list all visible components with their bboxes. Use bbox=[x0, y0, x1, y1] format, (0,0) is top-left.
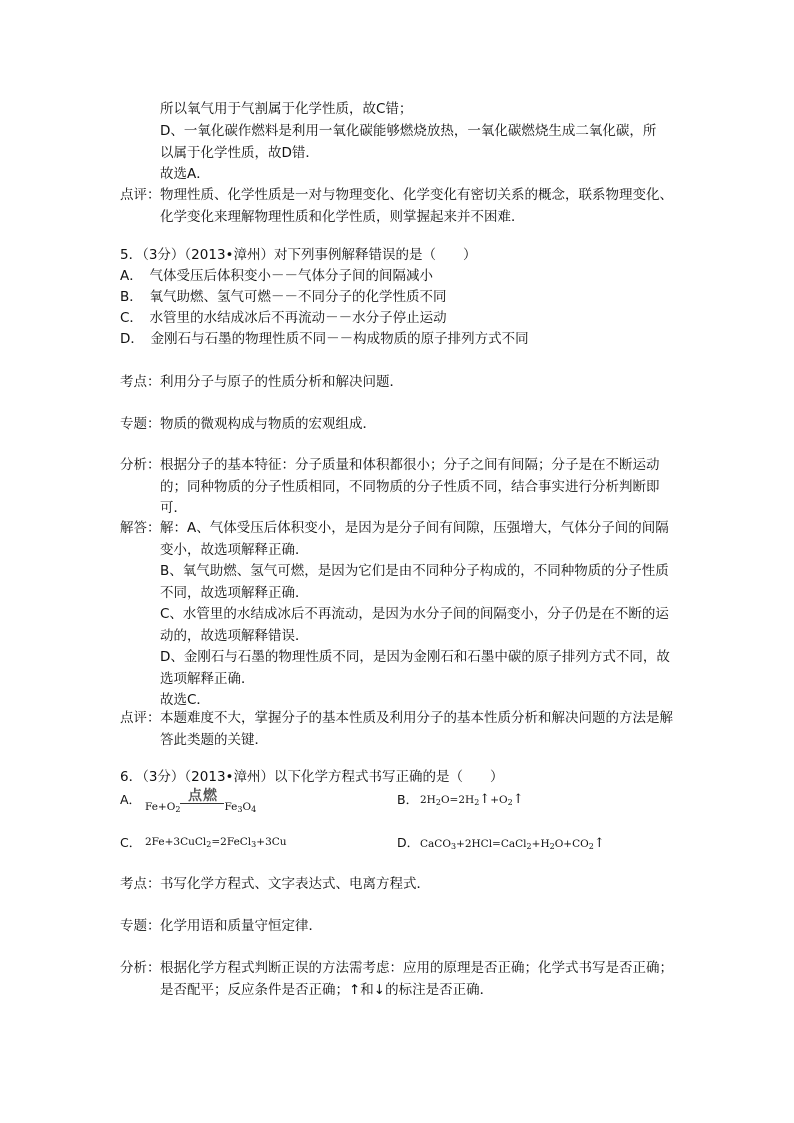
jieda-a: 解：A、气体受压后体积变小，是因为是分子间有间隙，压强增大，气体分子间的间隔变小，故选项解释正确． bbox=[160, 520, 669, 558]
option-d: D． 金刚石与石墨的物理性质不同－－构成物质的原子排列方式不同 bbox=[120, 331, 529, 347]
comment-block bbox=[120, 185, 680, 228]
comment-text: 物理性质、化学性质是一对与物理变化、化学变化有密切关系的概念，联系物理变化、化学变化来理解物理性质和化学性质，则掌握起来并不困难． bbox=[160, 187, 673, 225]
equation-b: $2H_2O=2H_2↑+O_2↑$ bbox=[420, 792, 524, 807]
equation-d: $CaCO_3+2HCl=CaCl_2+H_2O+CO_2↑$ bbox=[420, 836, 605, 851]
option-a: A． 气体受压后体积变小－－气体分子间的间隔减小 bbox=[120, 268, 433, 284]
equation-c: 2Fe+3CuCl$_2$=2FeCl$_3$+3Cu bbox=[145, 836, 287, 849]
text-line: 所以氧气用于气割属于化学性质，故C错； bbox=[160, 101, 413, 117]
kaodian-tag: 考点： bbox=[120, 374, 161, 390]
jieda-tag: 解答： bbox=[120, 520, 161, 536]
dianping-block bbox=[120, 708, 680, 751]
text-line: D、一氧化碳作燃料是利用一氧化碳能够燃烧放热，一氧化碳燃烧生成二氧化碳，所 bbox=[160, 123, 657, 139]
kaodian-tag: 考点： bbox=[120, 876, 161, 892]
jieda-block bbox=[120, 518, 680, 712]
fenxi-block bbox=[120, 958, 680, 1001]
question-stem: 6．（3分）（2013•漳州）以下化学方程式书写正确的是（ ） bbox=[120, 769, 504, 785]
option-c: C． 水管里的水结成冰后不再流动－－水分子停止运动 bbox=[120, 310, 447, 326]
zhuanti-text: 物质的微观构成与物质的宏观组成． bbox=[160, 416, 376, 432]
fenxi-tag: 分析： bbox=[120, 457, 161, 473]
option-b: B． 氧气助燃、氢气可燃－－不同分子的化学性质不同 bbox=[120, 289, 447, 305]
fenxi-tag: 分析： bbox=[120, 960, 161, 976]
kaodian-text: 书写化学方程式、文字表达式、电离方程式． bbox=[160, 876, 430, 892]
zhuanti-text: 化学用语和质量守恒定律． bbox=[160, 918, 322, 934]
option-a-label: A． bbox=[120, 792, 142, 807]
fenxi-text: 根据分子的基本特征：分子质量和体积都很小；分子之间有间隔；分子是在不断运动的；同种物质的分子性质相同，不同物质的分子性质不同，结合事实进行分析判断即可． bbox=[160, 457, 660, 516]
zhuanti-tag: 专题： bbox=[120, 416, 161, 432]
jieda-d: D、金刚石与石墨的物理性质不同，是因为金刚石和石墨中碳的原子排列方式不同，故选项解释正确． bbox=[160, 649, 670, 687]
comment-tag: 点评： bbox=[120, 187, 161, 203]
kaodian-block bbox=[120, 372, 680, 394]
jieda-end: 故选C． bbox=[160, 692, 210, 708]
kaodian-text: 利用分子与原子的性质分析和解决问题． bbox=[160, 374, 403, 390]
zhuanti-block bbox=[120, 916, 680, 938]
text-line: 故选A． bbox=[160, 166, 210, 182]
jieda-b: B、氧气助燃、氢气可燃，是因为它们是由不同种分子构成的，不同种物质的分子性质不同，故选项解释正确． bbox=[160, 563, 669, 601]
zhuanti-tag: 专题： bbox=[120, 918, 161, 934]
dianping-tag: 点评： bbox=[120, 710, 161, 726]
reaction-condition: 点燃 bbox=[188, 788, 218, 804]
option-c-label: C． bbox=[120, 835, 142, 850]
question-stem: 5．（3分）（2013•漳州）对下列事例解释错误的是（ ） bbox=[120, 247, 477, 263]
zhuanti-block bbox=[120, 414, 680, 436]
fenxi-text: 根据化学方程式判断正误的方法需考虑：应用的原理是否正确；化学式书写是否正确；是否配平；反应条件是否正确；↑和↓的标注是否正确． bbox=[160, 960, 673, 998]
dianping-text: 本题难度不大，掌握分子的基本性质及利用分子的基本性质分析和解决问题的方法是解答此类题的关键． bbox=[160, 710, 673, 748]
jieda-c: C、水管里的水结成冰后不再流动，是因为水分子间的间隔变小，分子仍是在不断的运动的，故选项解释错误． bbox=[160, 606, 669, 644]
fenxi-block bbox=[120, 455, 680, 520]
option-d-label: D． bbox=[397, 835, 420, 850]
kaodian-block bbox=[120, 874, 680, 896]
option-b-label: B． bbox=[397, 792, 419, 807]
text-line: 以属于化学性质，故D错． bbox=[160, 145, 319, 161]
equation-a: $Fe+O_2$ $Fe_3O_4$ bbox=[145, 801, 257, 814]
